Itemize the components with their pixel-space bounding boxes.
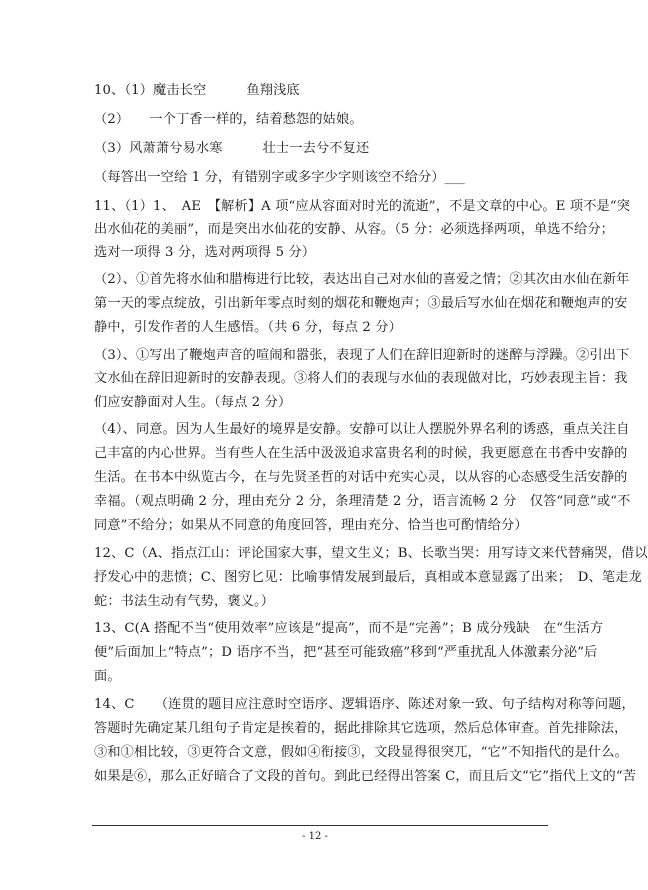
- answer-line: 12、C（A、指点江山：评论国家大事，望文生义；B、长歌当哭：用写诗文来代替痛哭，借以: [94, 546, 648, 561]
- answer-line: 同意”不给分；如果从不同意的角度回答，理由充分、恰当也可酌情给分）: [94, 518, 528, 533]
- answer-line: 出水仙花的美丽”，而是突出水仙花的安静、从容。（5 分：必须选择两项，单选不给分；: [94, 222, 614, 237]
- answer-line: 如果是⑥，那么正好暗合了文段的首句。到此已经得出答案 C，而且后文“它”指代上文的“苦: [94, 769, 637, 784]
- answer-line: 第一天的零点绽放，引出新年零点时刻的烟花和鞭炮声；③最后写水仙在烟花和鞭炮声的安: [94, 296, 628, 311]
- answer-line: （每答出一空给 1 分，有错别字或多字少字则该空不给分）___: [94, 170, 465, 185]
- answer-line: （4）、同意。因为人生最好的境界是安静。安静可以让人摆脱外界名利的诱惑，重点关注自: [94, 422, 630, 437]
- answer-line: 抒发心中的悲愤；C、图穷匕见：比喻事情发展到最后，真相或本意显露了出来； D、笔走龙: [94, 570, 642, 585]
- answer-line: （3）风萧萧兮易水寒 壮士一去兮不复还: [94, 141, 370, 156]
- answer-line: 幸福。（观点明确 2 分，理由充分 2 分，条理清楚 2 分，语言流畅 2 分 仅答“同意”或“不: [94, 494, 631, 509]
- answer-line: 13、C(A 搭配不当“使用效率”应该是“提高”，而不是“完善”；B 成分残缺 在“生活方: [94, 621, 604, 636]
- answer-line: 静中，引发作者的人生感悟。（共 6 分，每点 2 分）: [94, 320, 402, 335]
- answer-line: 11、（1）1、 AE 【解析】A 项“应从容面对时光的流逝”，不是文章的中心。E 项不是“突: [94, 199, 631, 214]
- answer-line: 文水仙在辞旧迎新时的安静表现。③将人们的表现与水仙的表现做对比，巧妙表现主旨：我: [94, 371, 628, 386]
- page-number: - 12 -: [302, 831, 328, 842]
- answer-line: 们应安静面对人生。（每点 2 分）: [94, 395, 292, 410]
- answer-line: ③和①相比较，③更符合文意，假如④衔接③，文段显得很突兀，“它”不知指代的是什么。: [94, 745, 628, 760]
- answer-line: 生活。在书本中纵览古今，在与先贤圣哲的对话中充实心灵，以从容的心态感受生活安静的: [94, 470, 628, 485]
- answer-line: 答题时先确定某几组句子肯定是挨着的，据此排除其它选项，然后总体审查。首先排除法，: [94, 721, 628, 736]
- answer-line: （2）、①首先将水仙和腊梅进行比较，表达出自己对水仙的喜爱之情；②其次由水仙在新年: [94, 272, 630, 287]
- answer-line: 面。: [94, 669, 121, 684]
- answer-line: 14、C （连贯的题目应注意时空语序、逻辑语序、陈述对象一致、句子结构对称等问题，: [94, 697, 635, 712]
- answer-line: （2） 一个丁香一样的，结着愁怨的姑娘。: [94, 112, 363, 127]
- footer-divider: [92, 825, 548, 826]
- answer-line: 便”后面加上“特点”；D 语序不当，把“甚至可能致癌”移到“严重扰乱人体激素分泌”后: [94, 645, 598, 660]
- answer-line: 10、（1）魔击长空 鱼翔浅底: [94, 83, 300, 98]
- answer-line: （3）、①写出了鞭炮声音的喧闹和嚣张，表现了人们在辞旧迎新时的迷醉与浮躁。②引出下: [94, 348, 630, 363]
- answer-line: 选对一项得 3 分，选对两项得 5 分）: [94, 245, 316, 260]
- answer-line: 蛇：书法生动有气势，褒义。）: [94, 594, 275, 609]
- answer-line: 己丰富的内心世界。当有些人在生活中汲汲追求富贵名利的时候，我更愿意在书香中安静的: [94, 446, 628, 461]
